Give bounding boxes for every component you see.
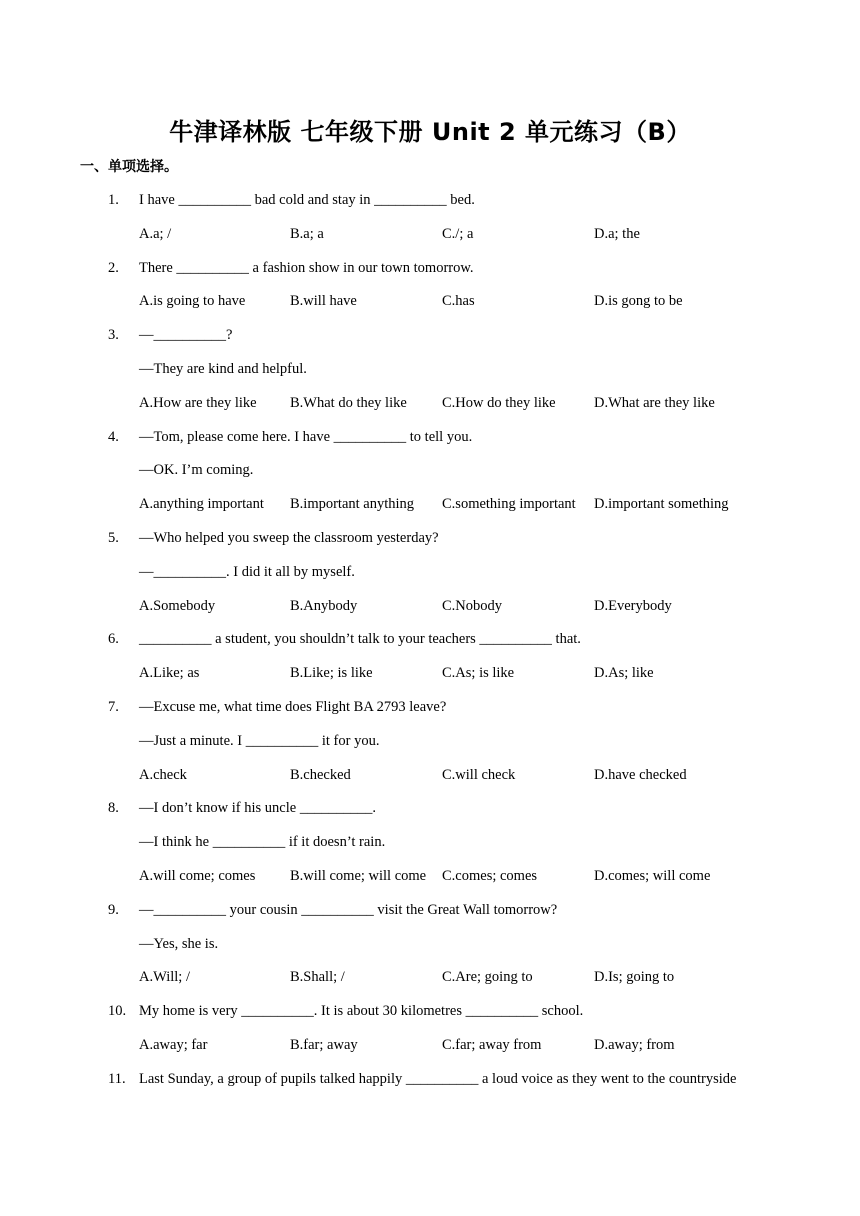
option-a: A.Somebody xyxy=(139,597,216,614)
question-number: 3. xyxy=(108,327,119,344)
question-line xyxy=(0,794,860,828)
options-row xyxy=(0,389,860,423)
options-row xyxy=(0,761,860,795)
options-row xyxy=(0,659,860,693)
option-d: D.As; like xyxy=(594,665,654,682)
dialogue-line: —OK. I’m coming. xyxy=(139,462,254,479)
page-title: 牛津译林版 七年级下册 Unit 2 单元练习（B） xyxy=(169,118,691,146)
option-c: C.will check xyxy=(442,766,516,783)
dialogue-line: —I think he __________ if it doesn’t rain. xyxy=(139,834,386,851)
option-b: B.Shall; / xyxy=(290,969,345,986)
option-c: C.Nobody xyxy=(442,597,503,614)
option-a: A.Will; / xyxy=(139,969,190,986)
options-row xyxy=(0,287,860,321)
question-text: —Tom, please come here. I have __________ to tell you. xyxy=(139,428,473,445)
question-number: 7. xyxy=(108,698,119,715)
question-number: 5. xyxy=(108,529,119,546)
options-row xyxy=(0,1031,860,1065)
question-line xyxy=(0,828,860,862)
question-line xyxy=(0,456,860,490)
dialogue-line: —__________. I did it all by myself. xyxy=(139,563,355,580)
question-text: —Excuse me, what time does Flight BA 2793 leave? xyxy=(139,698,447,715)
options-row xyxy=(0,862,860,896)
question-text: —Who helped you sweep the classroom yesterday? xyxy=(139,529,439,546)
option-d: D.have checked xyxy=(594,766,687,783)
question-line xyxy=(0,625,860,659)
option-b: B.What do they like xyxy=(290,394,407,411)
question-line xyxy=(0,896,860,930)
option-b: B.a; a xyxy=(290,225,324,242)
option-a: A.away; far xyxy=(139,1036,208,1053)
question-text: —I don’t know if his uncle __________. xyxy=(139,800,376,817)
options-row xyxy=(0,490,860,524)
option-a: A.Like; as xyxy=(139,665,200,682)
options-row xyxy=(0,220,860,254)
option-c: C.far; away from xyxy=(442,1036,542,1053)
option-a: A.a; / xyxy=(139,225,172,242)
option-a: A.How are they like xyxy=(139,394,257,411)
option-b: B.will come; will come xyxy=(290,867,427,884)
question-number: 1. xyxy=(108,192,119,208)
question-text: —__________? xyxy=(139,327,233,344)
option-b: B.far; away xyxy=(290,1036,358,1053)
question-text: I have __________ bad cold and stay in __________ bed. xyxy=(139,192,475,208)
question-text: —__________ your cousin __________ visit the Great Wall tomorrow? xyxy=(139,901,558,918)
question-line xyxy=(0,355,860,389)
option-d: D.important something xyxy=(594,496,729,513)
question-line xyxy=(0,524,860,558)
question-line xyxy=(0,930,860,964)
option-d: D.is gong to be xyxy=(594,293,683,310)
option-c: C.How do they like xyxy=(442,394,556,411)
option-c: C./; a xyxy=(442,225,474,242)
question-number: 9. xyxy=(108,901,119,918)
question-line xyxy=(0,558,860,592)
dialogue-line: —Yes, she is. xyxy=(139,935,219,952)
option-d: D.Everybody xyxy=(594,597,672,614)
question-line xyxy=(0,254,860,288)
dialogue-line: —They are kind and helpful. xyxy=(139,360,307,377)
option-d: D.Is; going to xyxy=(594,969,675,986)
question-number: 8. xyxy=(108,800,119,817)
question-line xyxy=(0,727,860,761)
section-heading: 一、单项选择。 xyxy=(80,159,178,175)
option-a: A.will come; comes xyxy=(139,867,256,884)
question-line xyxy=(0,693,860,727)
question-line xyxy=(0,423,860,457)
question-line xyxy=(0,321,860,355)
option-d: D.What are they like xyxy=(594,394,715,411)
option-c: C.As; is like xyxy=(442,665,515,682)
option-b: B.important anything xyxy=(290,496,415,513)
option-d: D.comes; will come xyxy=(594,867,711,884)
option-b: B.Like; is like xyxy=(290,665,373,682)
option-a: A.anything important xyxy=(139,496,264,513)
option-a: A.check xyxy=(139,766,187,783)
option-c: C.something important xyxy=(442,496,576,513)
option-c: C.Are; going to xyxy=(442,969,533,986)
dialogue-line: —Just a minute. I __________ it for you. xyxy=(139,732,380,749)
option-b: B.will have xyxy=(290,293,357,310)
question-list xyxy=(0,186,860,1099)
question-line xyxy=(0,1065,860,1099)
option-b: B.checked xyxy=(290,766,351,783)
question-text: There __________ a fashion show in our town tomorrow. xyxy=(139,259,474,276)
option-d: D.away; from xyxy=(594,1036,675,1053)
question-number: 11. xyxy=(108,1070,126,1087)
question-text: My home is very __________. It is about 30 kilometres __________ school. xyxy=(139,1003,584,1020)
question-text: __________ a student, you shouldn’t talk to your teachers __________ that. xyxy=(139,631,581,648)
option-d: D.a; the xyxy=(594,225,640,242)
option-c: C.comes; comes xyxy=(442,867,538,884)
question-number: 10. xyxy=(108,1003,127,1020)
question-line xyxy=(0,186,860,220)
options-row xyxy=(0,963,860,997)
options-row xyxy=(0,592,860,626)
question-number: 6. xyxy=(108,631,119,648)
option-c: C.has xyxy=(442,293,475,310)
option-a: A.is going to have xyxy=(139,293,246,310)
question-text: Last Sunday, a group of pupils talked happily __________ a loud voice as they went to the countryside xyxy=(139,1070,737,1087)
option-b: B.Anybody xyxy=(290,597,358,614)
question-number: 2. xyxy=(108,259,119,276)
question-line xyxy=(0,997,860,1031)
question-number: 4. xyxy=(108,428,119,445)
